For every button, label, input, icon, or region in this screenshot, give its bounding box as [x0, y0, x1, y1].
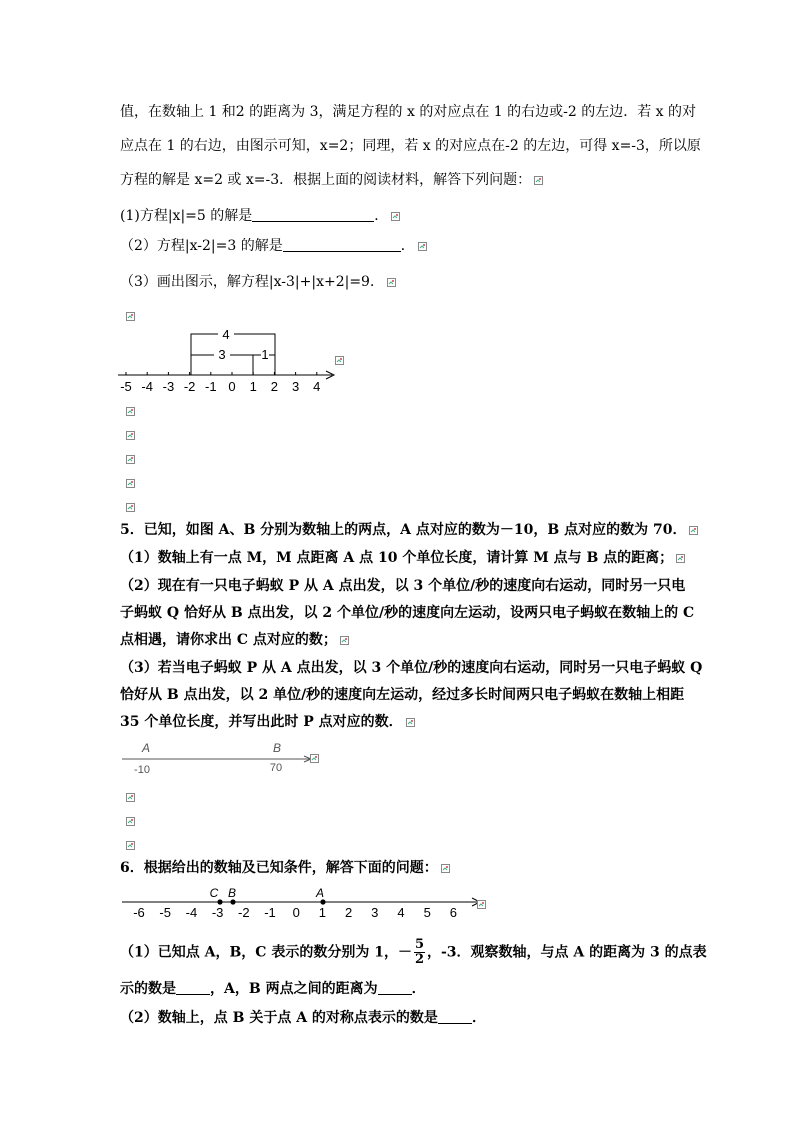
axis-tick-label: 2 — [270, 379, 279, 394]
answer-blank[interactable] — [438, 1009, 472, 1024]
axis-tick-label: -3 — [211, 905, 224, 920]
broken-image-icon — [126, 479, 135, 488]
answer-blank[interactable] — [176, 980, 210, 995]
answer-blank[interactable] — [283, 237, 401, 252]
broken-image-icon — [441, 864, 450, 873]
text-line-content: 方程的解是 x=2 或 x=-3．根据上面的阅读材料，解答下列问题： — [120, 172, 532, 188]
point-a-value: -10 — [134, 764, 150, 776]
axis-tick-label: -2 — [238, 905, 250, 920]
problem-text: 点相遇，请你求出 C 点对应的数； — [120, 632, 337, 648]
problem-5-q2-line1 — [120, 577, 685, 595]
point-b-dot — [230, 899, 235, 904]
broken-image-icon — [534, 176, 543, 185]
axis-tick-label: 0 — [228, 379, 236, 394]
broken-image-icon — [310, 754, 319, 763]
problem-text: 35 个单位长度，并写出此时 P 点对应的数． — [120, 714, 403, 730]
question-4-3 — [120, 273, 396, 291]
broken-image-icon — [126, 431, 135, 440]
problem-text: （1）数轴上有一点 M，M 点距离 A 点 10 个单位长度，请计算 M 点与 B 点的距离； — [120, 550, 674, 566]
text-line — [120, 171, 543, 189]
axis-tick-label: -4 — [141, 379, 153, 394]
broken-image-icon — [477, 900, 486, 909]
problem-5-q2-line2 — [120, 604, 694, 622]
axis-tick-label: -5 — [159, 905, 171, 920]
axis-tick-label: 4 — [313, 379, 321, 394]
number-line-figure-4 — [110, 322, 350, 394]
axis-tick-labels — [133, 905, 457, 920]
broken-image-icon — [340, 636, 349, 645]
axis-tick-label: 4 — [397, 905, 405, 920]
problem-5-q3-line1 — [120, 659, 702, 677]
broken-image-icon — [391, 212, 400, 221]
punctuation: ． — [411, 981, 426, 997]
axis-tick-label: -2 — [183, 379, 196, 394]
text-line-content: 应点在 1 的右边，由图示可知，x=2；同理，若 x 的对应点在-2 的左边，可得 x=-3，所以原 — [120, 138, 701, 154]
problem-text: （3）若当电子蚂蚁 P 从 A 点出发，以 3 个单位/秒的速度向右运动，同时另一只电子蚂蚁 Q — [120, 660, 703, 676]
problem-text: 示的数是 — [120, 981, 176, 997]
question-4-2 — [120, 237, 427, 255]
axis-tick-label: 3 — [291, 379, 300, 394]
axis-tick-label: 1 — [249, 379, 257, 394]
axis-tick-label: 6 — [449, 905, 458, 920]
axis-tick-labels — [120, 379, 320, 394]
problem-text: （2）数轴上，点 B 关于点 A 的对称点表示的数是 — [120, 1010, 438, 1026]
problem-text: ，-3．观察数轴，与点 A 的距离为 3 的点表 — [427, 944, 707, 961]
problem-5-q1 — [120, 549, 685, 567]
axis-tick-label: 2 — [344, 905, 353, 920]
broken-image-icon — [335, 356, 344, 365]
problem-5-title — [120, 521, 698, 539]
axis-tick-label: -1 — [205, 379, 217, 394]
question-text: （2）方程|x-2|=3 的解是 — [120, 238, 283, 254]
broken-image-icon — [676, 554, 685, 563]
problem-text: 子蚂蚁 Q 恰好从 B 点出发，以 2 个单位/秒的速度向左运动，设两只电子蚂蚁在数轴上的 C — [120, 605, 695, 621]
axis-tick-label: 0 — [292, 905, 300, 920]
problem-6-q1-line1 — [120, 938, 707, 967]
broken-image-icon — [418, 242, 427, 251]
axis-tick-label: -6 — [133, 905, 145, 920]
axis-tick-label: -3 — [162, 379, 175, 394]
point-b-value: 70 — [269, 762, 283, 774]
problem-text: 6．根据给出的数轴及已知条件，解答下面的问题： — [120, 860, 438, 876]
question-text: (1)方程|x|=5 的解是 — [120, 208, 253, 224]
punctuation: ． — [400, 238, 415, 254]
point-a-label: A — [141, 741, 151, 755]
broken-image-icon — [406, 718, 415, 727]
problem-text: ，A，B 两点之间的距离为 — [210, 981, 378, 997]
point-b-label: B — [227, 886, 237, 900]
broken-image-icon — [126, 312, 135, 321]
problem-text: 5．已知，如图 A、B 分别为数轴上的两点，A 点对应的数为－10，B 点对应的数为 70． — [120, 522, 687, 538]
broken-image-icon — [387, 278, 396, 287]
problem-text: （2）现在有一只电子蚂蚁 P 从 A 点出发，以 3 个单位/秒的速度向右运动，同时另一只电 — [120, 578, 686, 594]
point-c-label: C — [209, 886, 219, 900]
broken-image-icon — [126, 841, 135, 850]
fraction-numerator: 5 — [414, 937, 424, 952]
problem-text: 恰好从 B 点出发，以 2 单位/秒的速度向左运动，经过多长时间两只电子蚂蚁在数轴上相距 — [120, 687, 685, 703]
point-c-dot — [217, 899, 222, 904]
problem-6-q2 — [120, 1009, 486, 1027]
number-line-figure-5 — [118, 740, 318, 778]
problem-5-q2-line3 — [120, 631, 349, 649]
text-line-content: 值，在数轴上 1 和2 的距离为 3，满足方程的 x 的对应点在 1 的右边或-2 的左边．若 x 的对 — [120, 104, 697, 120]
text-line — [120, 103, 696, 121]
point-a-dot — [320, 899, 325, 904]
fraction-denominator: 2 — [414, 952, 424, 967]
text-line — [120, 137, 701, 155]
problem-6-q1-line2 — [120, 980, 426, 998]
punctuation: ． — [471, 1010, 486, 1026]
minus-sign: － — [397, 944, 412, 961]
axis-tick-label: 5 — [423, 905, 431, 920]
axis-tick-label: -5 — [120, 379, 132, 394]
broken-image-icon — [126, 793, 135, 802]
bracket-label-1: 1 — [261, 347, 269, 362]
point-b-label: B — [272, 741, 282, 755]
point-a-label: A — [315, 886, 325, 900]
punctuation: ． — [374, 208, 389, 224]
broken-image-icon — [689, 526, 698, 535]
bracket-label-4: 4 — [222, 327, 230, 342]
problem-text: （1）已知点 A，B，C 表示的数分别为 1， — [120, 944, 398, 961]
problem-6-title — [120, 859, 450, 877]
number-line-figure-6 — [118, 882, 488, 922]
problem-5-q3-line2 — [120, 686, 684, 704]
broken-image-icon — [126, 503, 135, 512]
axis-tick-label: 1 — [318, 905, 327, 920]
problem-5-q3-line3 — [120, 713, 415, 731]
fraction — [414, 938, 425, 967]
bracket-label-3: 3 — [218, 347, 226, 362]
broken-image-icon — [126, 407, 135, 416]
question-4-1 — [120, 207, 400, 225]
axis-tick-label: -1 — [264, 905, 276, 920]
answer-blank[interactable] — [378, 980, 412, 995]
axis-tick-label: -4 — [185, 905, 198, 920]
question-text: （3）画出图示，解方程|x-3|+|x+2|=9． — [120, 274, 384, 290]
answer-blank[interactable] — [252, 207, 374, 222]
broken-image-icon — [126, 817, 135, 826]
broken-image-icon — [126, 455, 135, 464]
axis-tick-label: 3 — [371, 905, 379, 920]
